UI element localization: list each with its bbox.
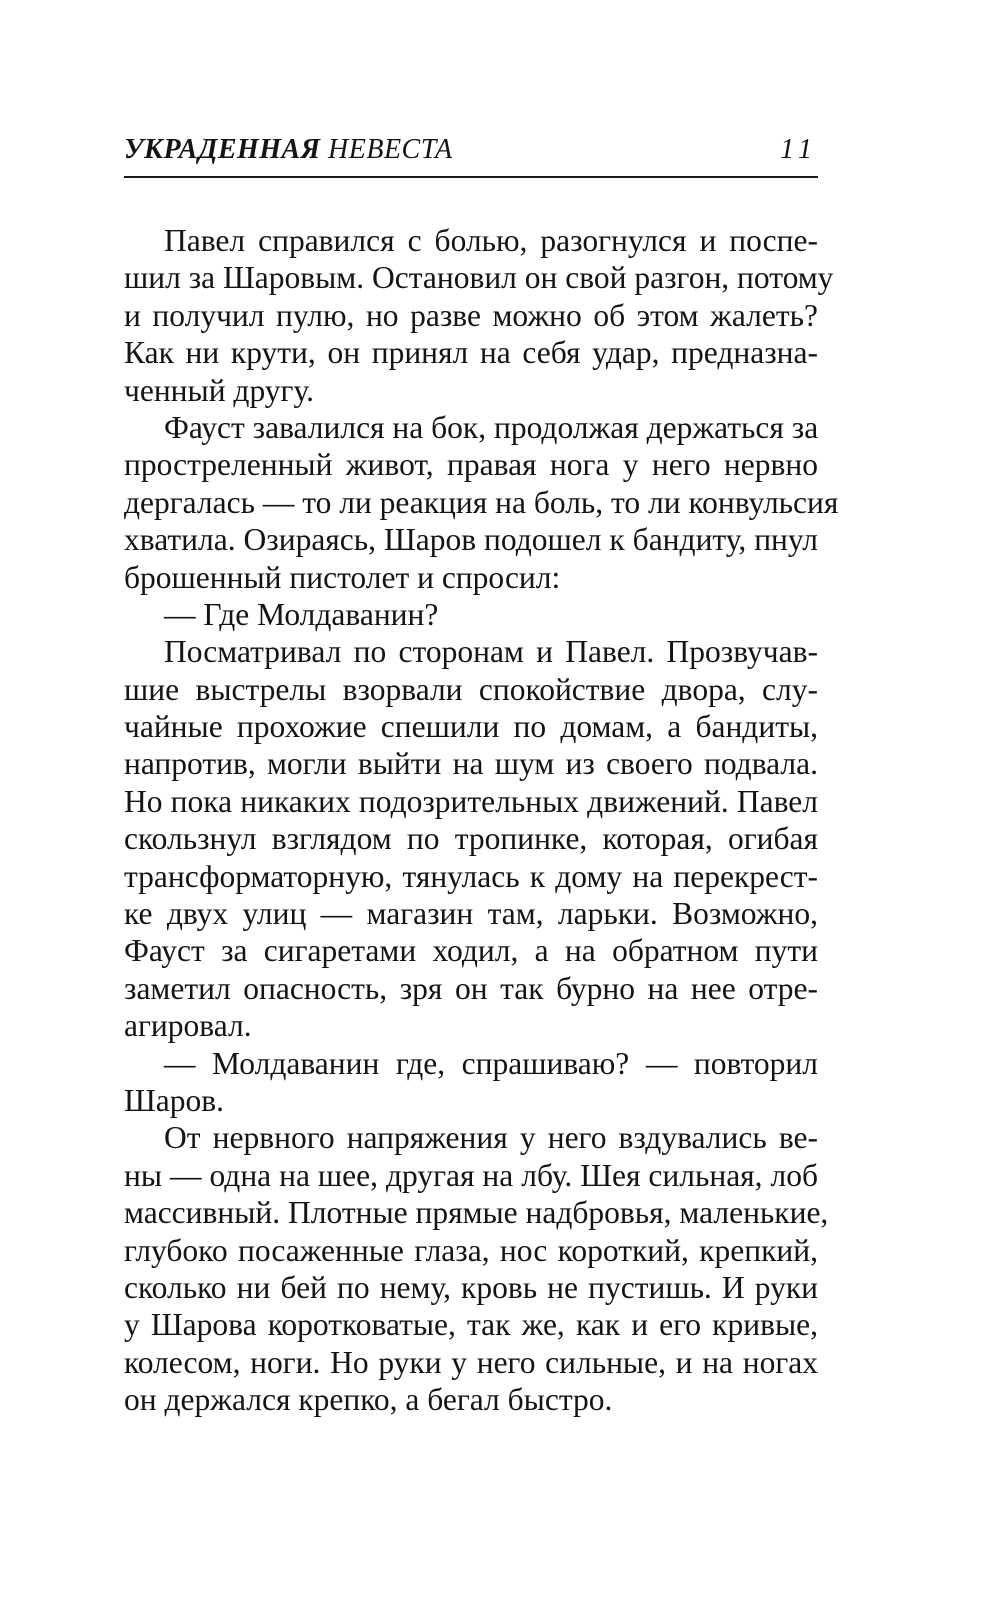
text-line: — Молдаванин где, спрашиваю? — повторил [164,1045,818,1081]
paragraph [124,633,818,1044]
running-header [124,128,818,178]
text-line: глубоко посаженные глаза, нос короткий, крепкий, [124,1232,818,1268]
book-title-bold: УКРАДЕННАЯ [124,134,321,165]
body-text [124,222,839,1419]
text-line: Посматривал по сторонам и Павел. Прозвучав- [164,634,818,670]
text-line: напротив, могли выйти на шум из своего подвала. [124,746,818,782]
text-line: сколько ни бей по нему, кровь не пустишь. И руки [124,1269,818,1305]
text-line: брошенный пистолет и спросил: [124,559,561,595]
text-line: он держался крепко, а бегал быстро. [124,1382,613,1418]
text-line: простреленный живот, правая нога у него нервно [124,447,818,483]
page-number: 11 [780,134,818,165]
text-line: Павел справился с болью, разогнулся и поспе- [164,223,818,258]
text-line: и получил пулю, но разве можно об этом жалеть? [124,297,818,333]
book-title [124,134,453,166]
paragraph [124,409,839,596]
paragraph [124,596,818,633]
text-line: шие выстрелы взорвали спокойствие двора, слу- [124,671,818,707]
text-line: Фауст завалился на бок, продолжая держаться за [164,409,819,445]
text-line: От нервного напряжения у него вздувались ве- [164,1120,818,1156]
text-line: — Где Молдаванин? [164,596,439,632]
text-line: агировал. [124,1008,252,1044]
text-line: трансформаторную, тянулась к дому на перекрест- [124,858,818,894]
book-title-rest: НЕВЕСТА [328,134,453,165]
text-line: Как ни крути, он принял на себя удар, предназна- [124,335,818,371]
text-line: ны — одна на шее, другая на лбу. Шея сильная, лоб [124,1157,818,1193]
paragraph [124,1045,818,1120]
text-line: шил за Шаровым. Остановил он свой разгон, потому [124,260,834,296]
text-line: чайные прохожие спешили по домам, а бандиты, [124,709,818,745]
text-line: ке двух улиц — магазин там, ларьки. Возможно, [124,896,818,932]
text-line: колесом, ноги. Но руки у него сильные, и на ногах [124,1344,818,1380]
paragraph [124,222,834,409]
text-line: у Шарова коротковатые, так же, как и его кривые, [124,1307,818,1343]
text-line: хватила. Озираясь, Шаров подошел к бандиту, пнул [124,522,818,558]
text-line: скользнул взглядом по тропинке, которая, огибая [124,821,818,857]
text-line: дергалась — то ли реакция на боль, то ли конвульсия [124,484,839,520]
text-line: ченный другу. [124,372,314,408]
paragraph [124,1119,829,1418]
text-line: массивный. Плотные прямые надбровья, маленькие, [124,1195,829,1231]
text-line: Но пока никаких подозрительных движений. Павел [124,783,818,819]
text-line: Фауст за сигаретами ходил, а на обратном пути [124,933,818,969]
text-line: Шаров. [124,1082,225,1118]
text-line: заметил опасность, зря он так бурно на нее отре- [124,970,818,1006]
